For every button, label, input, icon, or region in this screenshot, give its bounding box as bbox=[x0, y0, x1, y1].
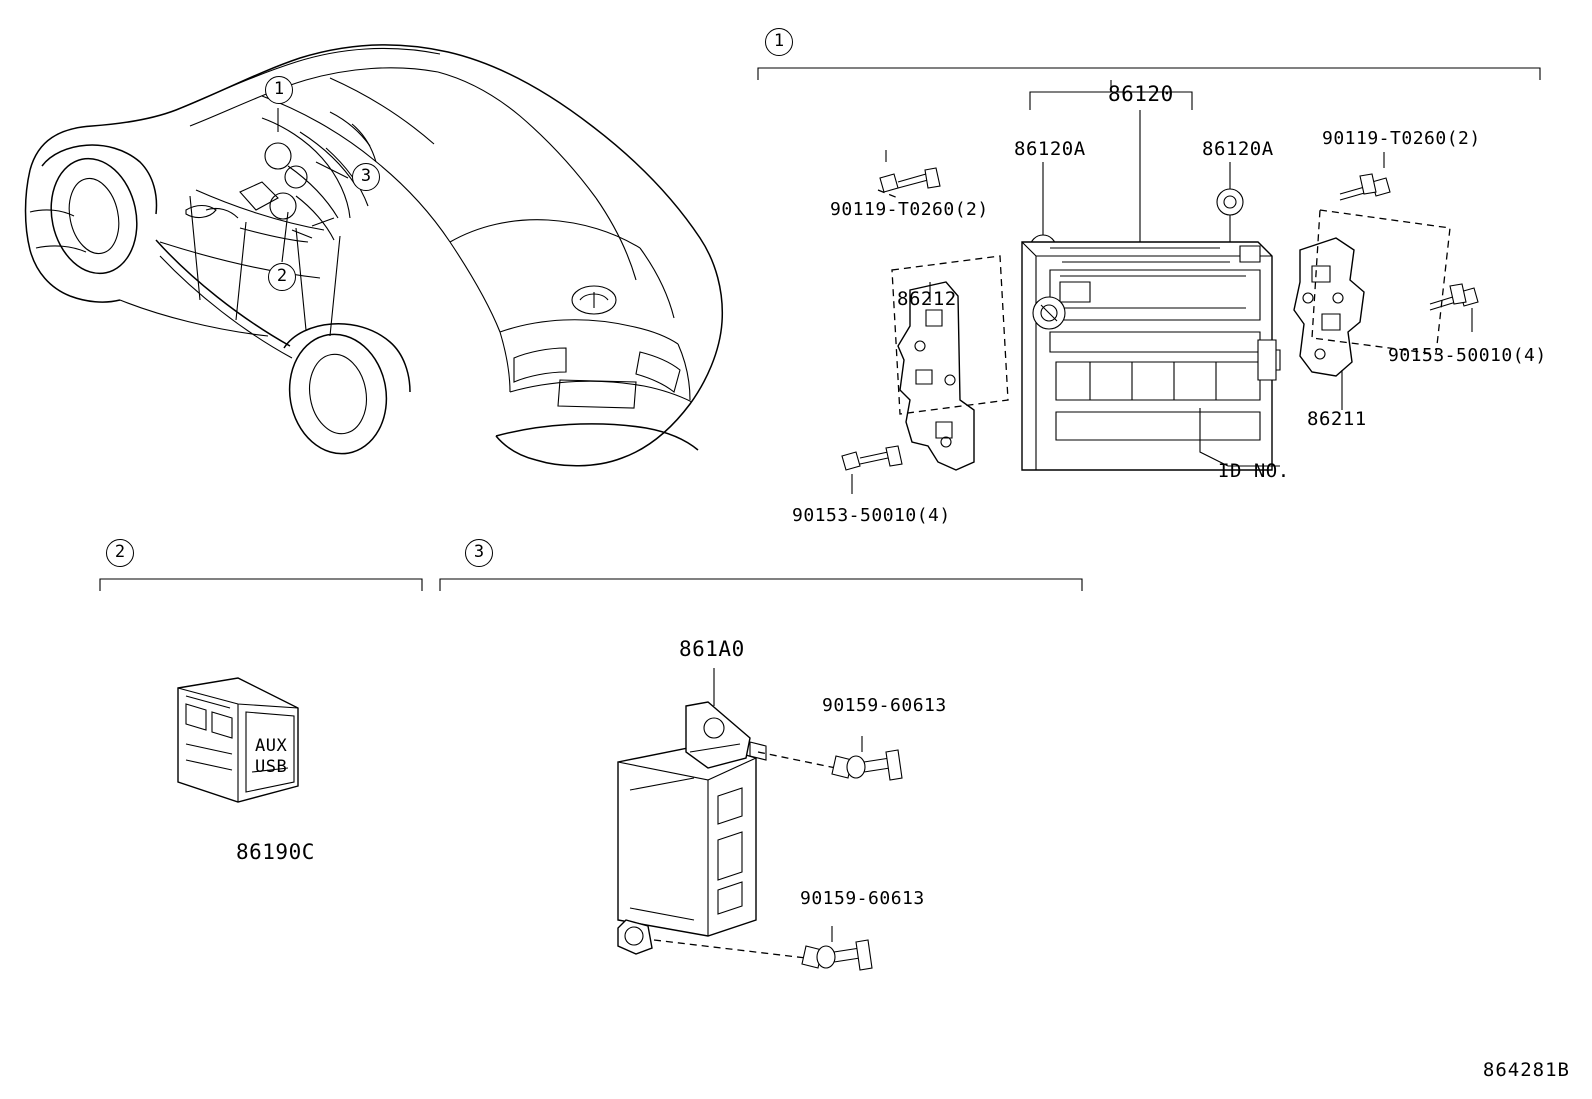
label-86120: 86120 bbox=[1108, 82, 1174, 106]
screw-bottom-left bbox=[842, 446, 902, 470]
vehicle-callout-3[interactable]: 3 bbox=[352, 163, 380, 191]
amplifier-svg bbox=[590, 640, 950, 1000]
label-90119-t0260-left: 90119-T0260(2) bbox=[830, 199, 989, 220]
label-90159-60613-upper: 90159-60613 bbox=[822, 695, 947, 716]
label-86120a-right: 86120A bbox=[1202, 138, 1274, 160]
group-2-number[interactable]: 2 bbox=[106, 539, 134, 567]
switch-face-usb-label: USB bbox=[255, 757, 288, 777]
screw-top-right bbox=[1340, 174, 1390, 200]
bolt-upper bbox=[832, 750, 902, 780]
label-90159-60613-lower: 90159-60613 bbox=[800, 888, 925, 909]
label-90153-50010-left: 90153-50010(4) bbox=[792, 505, 951, 526]
label-86190c: 86190C bbox=[236, 840, 315, 864]
vehicle-callout-2[interactable]: 2 bbox=[268, 263, 296, 291]
group-3-illustration bbox=[590, 640, 950, 1000]
group-2-bracket bbox=[92, 566, 432, 596]
label-90119-t0260-right: 90119-T0260(2) bbox=[1322, 128, 1481, 149]
bolt-lower bbox=[802, 940, 872, 970]
label-86211: 86211 bbox=[1307, 408, 1367, 430]
label-86212: 86212 bbox=[897, 288, 957, 310]
group-1-number[interactable]: 1 bbox=[765, 28, 793, 56]
switch-face-aux-label: AUX bbox=[255, 736, 288, 756]
screw-bottom-right bbox=[1430, 284, 1478, 310]
screw-top-left bbox=[880, 168, 940, 192]
vehicle-callout-1[interactable]: 1 bbox=[265, 76, 293, 104]
group-3-bracket bbox=[432, 566, 1092, 596]
label-90153-50010-right: 90153-50010(4) bbox=[1388, 345, 1547, 366]
vehicle-illustration-svg bbox=[0, 0, 760, 520]
figure-code: 864281B bbox=[1482, 1059, 1570, 1081]
label-86120a-left: 86120A bbox=[1014, 138, 1086, 160]
label-id-no: ID NO. bbox=[1218, 460, 1290, 482]
vehicle-illustration bbox=[0, 0, 760, 520]
group-3-number[interactable]: 3 bbox=[465, 539, 493, 567]
label-861a0: 861A0 bbox=[679, 637, 745, 661]
